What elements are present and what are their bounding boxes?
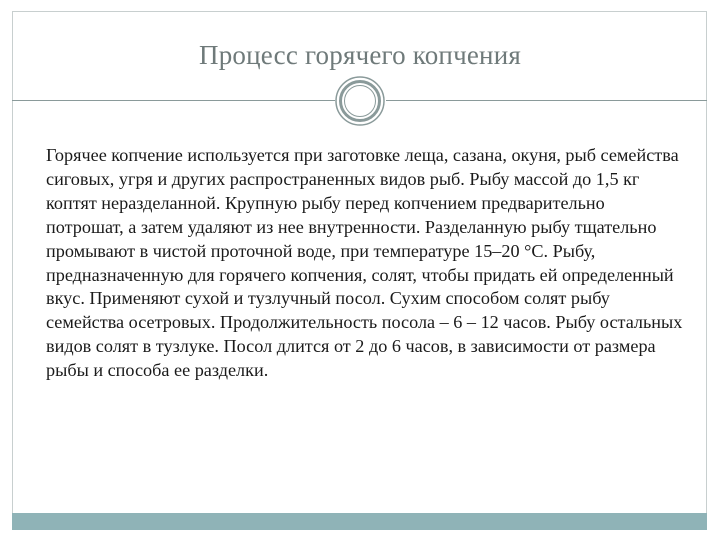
footer-bar	[12, 513, 707, 530]
title-divider-left	[12, 100, 335, 101]
slide-title: Процесс горячего копчения	[199, 40, 521, 70]
circle-ring-icon	[333, 74, 387, 128]
slide-body-text: Горячее копчение используется при заготовке леща, сазана, окуня, рыб семейства сиговых, угря и других распространенных видов рыб. Рыбу массой до 1,5 кг коптят неразделанной. Крупную рыбу перед копчением предварительно потрошат, а затем удаляют из нее внутренности. Разделанную рыбу тщательно промывают в чистой проточной воде, при температуре 15–20 °С. Рыбу, предназначенную для горячего копчения, солят, чтобы придать ей определенный вкус. Применяют сухой и тузлучный посол. Сухим способом солят рыбу семейства осетровых. Продолжительность посола – 6 – 12 часов. Рыбу остальных видов солят в тузлуке. Посол длится от 2 до 6 часов, в зависимости от размера рыбы и способа ее разделки.	[46, 145, 683, 381]
title-divider-right	[386, 100, 707, 101]
